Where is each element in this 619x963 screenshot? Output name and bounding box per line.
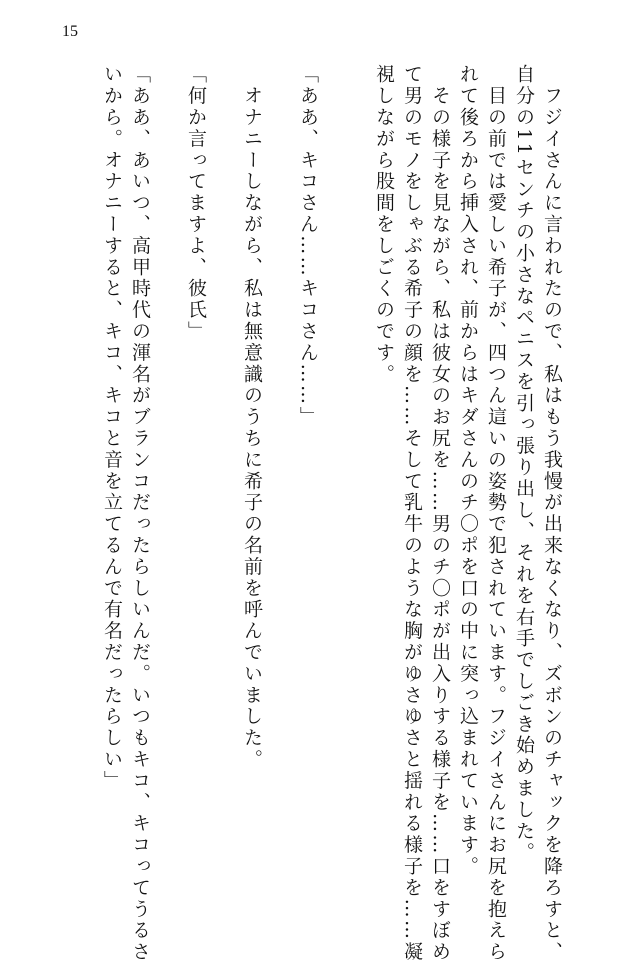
text-line: フジイさんに言われたので、私はもう我慢が出来なくなり、ズボンのチャックを降ろすと、 (541, 64, 563, 963)
page-number: 15 (62, 23, 78, 40)
text-line: て男のモノをしゃぶる希子の顔を……そして乳牛のような胸がゆさゆさと揺れる様子を……凝 (401, 64, 423, 963)
text-line: 自分の11センチの小さなペニスを引っ張り出し、それを右手でしごき始めました。 (513, 64, 535, 864)
text-line: れて後ろから挿入され、前からはキダさんのチ〇ポを口の中に突っ込まれています。 (457, 64, 479, 878)
text-line: オナニーしながら、私は無意識のうちに希子の名前を呼んでいました。 (241, 64, 263, 771)
text-line: 視しながら股間をしごくのです。 (373, 64, 395, 385)
dialogue-line: 「ああ、キコさん……キコさん……」 (297, 64, 319, 428)
dialogue-line: いから。オナニーすると、キコ、キコと音を立てるんで有名だったらしい」 (101, 64, 123, 792)
dialogue-line: 「何か言ってますよ、彼氏」 (185, 64, 207, 343)
vertical-text-body (101, 64, 564, 963)
text-line: 目の前では愛しい希子が、四つん這いの姿勢で犯されています。フジイさんにお尻を抱えら (485, 64, 507, 963)
dialogue-line: 「ああ、あいつ、高甲時代の渾名がブランコだったらしいんだ。いつもキコ、キコってうるさ (129, 64, 151, 963)
text-line: その様子を見ながら、私は彼女のお尻を……男のチ〇ポが出入りする様子を……口をすぼめ (429, 64, 451, 963)
